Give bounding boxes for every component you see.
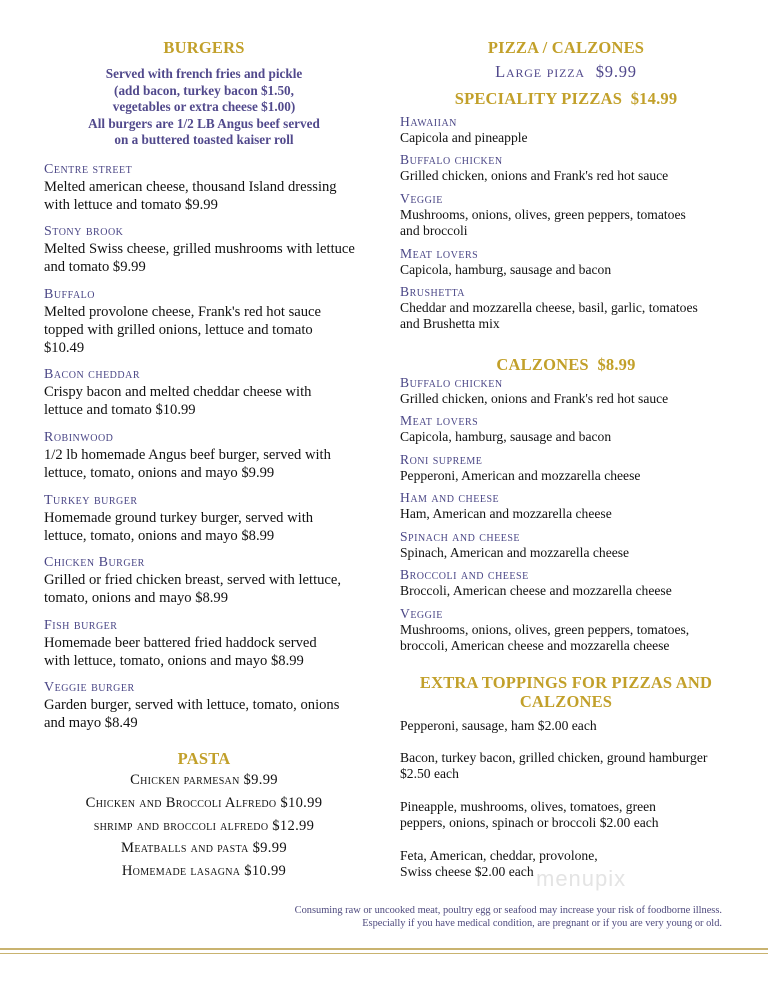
burgers-intro bbox=[44, 66, 364, 149]
item-desc: tomato, onions and mayo $8.99 bbox=[44, 590, 229, 606]
item-desc: $10.49 bbox=[44, 340, 85, 356]
calzone-item bbox=[400, 490, 732, 522]
item-desc: broccoli, American cheese and mozzarella cheese bbox=[400, 638, 670, 654]
pasta-heading: PASTA bbox=[177, 749, 231, 768]
toppings-heading-line: EXTRA TOPPINGS FOR PIZZAS AND bbox=[419, 673, 713, 692]
item-desc: and mayo $8.49 bbox=[44, 715, 138, 731]
item-name: Roni supreme bbox=[400, 452, 483, 467]
pasta-item: Meatballs and pasta $9.99 bbox=[121, 840, 287, 856]
topping-line: Feta, American, cheddar, provolone, bbox=[400, 848, 598, 863]
burger-item bbox=[44, 492, 364, 545]
topping-group bbox=[400, 799, 732, 832]
item-name: Centre street bbox=[44, 162, 133, 177]
item-desc: Melted Swiss cheese, grilled mushrooms with lettuce bbox=[44, 241, 355, 257]
calzone-item bbox=[400, 529, 732, 561]
topping-group bbox=[400, 718, 732, 734]
item-desc: Capicola, hamburg, sausage and bacon bbox=[400, 262, 612, 277]
burger-item bbox=[44, 286, 364, 357]
footer-rule bbox=[0, 948, 768, 950]
pasta-item: Chicken and Broccoli Alfredo $10.99 bbox=[85, 795, 323, 811]
item-desc: Pepperoni, American and mozzarella cheese bbox=[400, 468, 641, 483]
item-desc: lettuce and tomato $10.99 bbox=[44, 402, 196, 418]
intro-line: on a buttered toasted kaiser roll bbox=[114, 132, 294, 148]
item-desc: and tomato $9.99 bbox=[44, 259, 146, 275]
calzone-item bbox=[400, 606, 732, 654]
watermark: menupix bbox=[536, 866, 627, 891]
topping-line: $2.50 each bbox=[400, 766, 459, 782]
item-desc: Homemade ground turkey burger, served with bbox=[44, 510, 314, 526]
item-name: Turkey burger bbox=[44, 493, 138, 508]
item-desc: Grilled chicken, onions and Frank's red hot sauce bbox=[400, 168, 669, 183]
item-name: Meat lovers bbox=[400, 413, 479, 428]
burgers-heading: BURGERS bbox=[163, 38, 245, 57]
topping-line: peppers, onions, spinach or broccoli $2.00 each bbox=[400, 815, 659, 831]
toppings-heading-line: CALZONES bbox=[519, 692, 613, 711]
item-desc: Capicola and pineapple bbox=[400, 130, 528, 145]
pasta-item: Homemade lasagna $10.99 bbox=[121, 863, 287, 879]
burger-item bbox=[44, 617, 364, 670]
item-name: Buffalo chicken bbox=[400, 375, 503, 390]
food-safety-disclaimer bbox=[242, 904, 722, 930]
large-pizza-line bbox=[400, 62, 732, 82]
item-name: Veggie bbox=[400, 191, 443, 206]
disclaimer-line: Consuming raw or uncooked meat, poultry egg or seafood may increase your risk of foodborne illness. bbox=[294, 905, 722, 916]
calzones-heading: CALZONES $8.99 bbox=[496, 355, 636, 374]
burger-item bbox=[44, 554, 364, 607]
calzone-item bbox=[400, 567, 732, 599]
item-desc: Melted provolone cheese, Frank's red hot sauce bbox=[44, 304, 321, 320]
item-desc: Broccoli, American cheese and mozzarella cheese bbox=[400, 583, 672, 598]
item-name: Broccoli and cheese bbox=[400, 567, 529, 582]
item-name: Ham and cheese bbox=[400, 490, 500, 505]
item-desc: Grilled chicken, onions and Frank's red hot sauce bbox=[400, 391, 669, 406]
item-desc: Mushrooms, onions, olives, green peppers, tomatoes bbox=[400, 207, 686, 222]
large-pizza-price: $9.99 bbox=[595, 62, 637, 81]
item-desc: Garden burger, served with lettuce, tomato, onions bbox=[44, 697, 340, 713]
burger-item bbox=[44, 679, 364, 732]
item-desc: Grilled or fried chicken breast, served with lettuce, bbox=[44, 572, 342, 588]
item-desc: Homemade beer battered fried haddock served bbox=[44, 635, 317, 651]
topping-line: Pineapple, mushrooms, olives, tomatoes, green bbox=[400, 799, 656, 814]
item-name: Meat lovers bbox=[400, 246, 479, 261]
item-desc: Mushrooms, onions, olives, green peppers, tomatoes, bbox=[400, 622, 690, 637]
topping-line: Swiss cheese $2.00 each bbox=[400, 864, 534, 880]
pizza-item bbox=[400, 114, 732, 146]
item-desc: with lettuce and tomato $9.99 bbox=[44, 197, 218, 213]
pasta-item: shrimp and broccoli alfredo $12.99 bbox=[93, 818, 315, 834]
pizza-item bbox=[400, 191, 732, 239]
item-name: Veggie burger bbox=[44, 680, 135, 695]
item-name: Hawaiian bbox=[400, 114, 457, 129]
item-desc: lettuce, tomato, onions and mayo $8.99 bbox=[44, 528, 275, 544]
item-name: Veggie bbox=[400, 606, 443, 621]
footer-rule bbox=[0, 953, 768, 954]
item-name: Fish burger bbox=[44, 618, 118, 633]
item-desc: Ham, American and mozzarella cheese bbox=[400, 506, 612, 521]
item-name: Spinach and cheese bbox=[400, 529, 521, 544]
item-desc: topped with grilled onions, lettuce and tomato bbox=[44, 322, 313, 338]
calzone-item bbox=[400, 413, 732, 445]
intro-line: Served with french fries and pickle bbox=[105, 66, 303, 81]
calzone-item bbox=[400, 375, 732, 407]
item-desc: with lettuce, tomato, onions and mayo $8.99 bbox=[44, 653, 304, 669]
item-name: Brushetta bbox=[400, 284, 465, 299]
item-name: Robinwood bbox=[44, 430, 114, 445]
item-desc: Cheddar and mozzarella cheese, basil, garlic, tomatoes bbox=[400, 300, 698, 315]
item-desc: lettuce, tomato, onions and mayo $9.99 bbox=[44, 465, 275, 481]
toppings-heading bbox=[400, 673, 732, 711]
item-desc: and Brushetta mix bbox=[400, 316, 500, 332]
burger-item bbox=[44, 223, 364, 276]
pizza-item bbox=[400, 246, 732, 278]
pizza-item bbox=[400, 152, 732, 184]
item-name: Bacon cheddar bbox=[44, 367, 141, 382]
topping-group bbox=[400, 750, 732, 783]
pizza-item bbox=[400, 284, 732, 332]
item-desc: Spinach, American and mozzarella cheese bbox=[400, 545, 630, 560]
topping-line: Pepperoni, sausage, ham $2.00 each bbox=[400, 718, 597, 733]
item-name: Stony brook bbox=[44, 224, 124, 239]
item-name: Buffalo bbox=[44, 287, 95, 302]
burger-item bbox=[44, 366, 364, 419]
item-desc: Melted american cheese, thousand Island dressing bbox=[44, 179, 337, 195]
item-name: Chicken Burger bbox=[44, 555, 145, 570]
item-desc: Capicola, hamburg, sausage and bacon bbox=[400, 429, 612, 444]
large-pizza-label: Large pizza bbox=[495, 62, 585, 81]
pizza-heading: PIZZA / CALZONES bbox=[487, 38, 645, 57]
speciality-heading: SPECIALITY PIZZAS $14.99 bbox=[454, 89, 678, 108]
burger-item bbox=[44, 429, 364, 482]
calzone-item bbox=[400, 452, 732, 484]
item-desc: Crispy bacon and melted cheddar cheese with bbox=[44, 384, 312, 400]
disclaimer-line: Especially if you have medical condition, are pregnant or if you are very young or old. bbox=[362, 918, 722, 930]
item-desc: and broccoli bbox=[400, 223, 468, 239]
intro-line: (add bacon, turkey bacon $1.50, bbox=[114, 82, 294, 98]
item-name: Buffalo chicken bbox=[400, 152, 503, 167]
burger-item bbox=[44, 161, 364, 214]
intro-line: All burgers are 1/2 LB Angus beef served bbox=[88, 115, 320, 131]
topping-line: Bacon, turkey bacon, grilled chicken, ground hamburger bbox=[400, 750, 708, 765]
intro-line: vegetables or extra cheese $1.00) bbox=[112, 99, 296, 115]
item-desc: 1/2 lb homemade Angus beef burger, served with bbox=[44, 447, 331, 463]
pasta-item: Chicken parmesan $9.99 bbox=[130, 772, 278, 788]
